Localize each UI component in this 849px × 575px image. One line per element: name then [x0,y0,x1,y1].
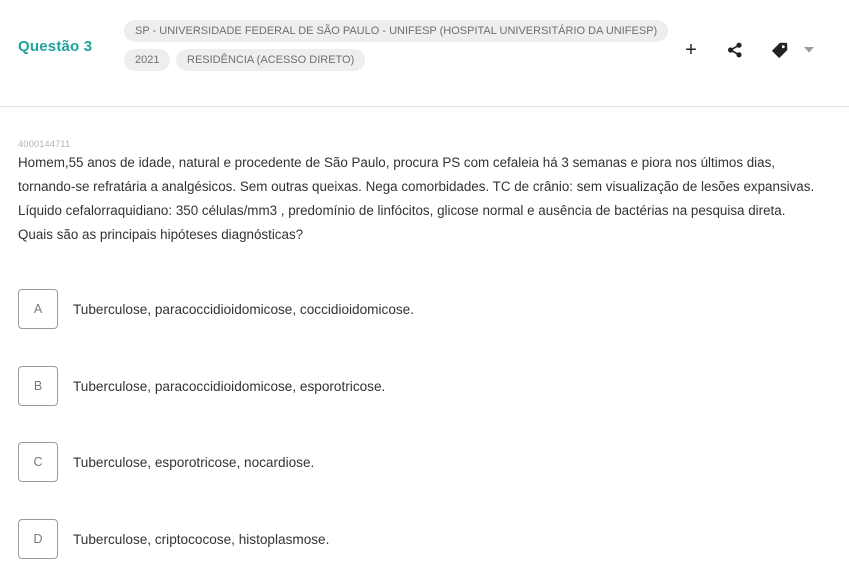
option-text: Tuberculose, criptococose, histoplasmose. [73,531,330,547]
chevron-down-icon [804,47,814,53]
option-letter-box[interactable]: D [18,519,58,559]
option-text: Tuberculose, paracoccidioidomicose, esporotricose. [73,378,386,394]
share-icon [727,42,743,58]
year-chip[interactable]: 2021 [124,49,170,71]
question-id: 4000144711 [18,139,71,150]
institution-chip[interactable]: SP - UNIVERSIDADE FEDERAL DE SÃO PAULO - UNIFESP (HOSPITAL UNIVERSITÁRIO DA UNIFESP) [124,20,668,42]
stem-line: Homem,55 anos de idade, natural e procedente de São Paulo, procura PS com cefaleia há 3 semanas e piora nos últimos dias, [18,155,776,170]
option-a[interactable] [18,289,818,329]
tag-dropdown-button[interactable] [797,38,821,62]
option-text: Tuberculose, esporotricose, nocardiose. [73,454,315,470]
question-number-title: Questão 3 [18,38,93,55]
stem-line: Líquido cefalorraquidiano: 350 células/mm3 , predomínio de linfócitos, glicose normal e ausência de bactérias na pesquisa direta. [18,203,786,218]
option-letter-box[interactable]: A [18,289,58,329]
option-d[interactable] [18,519,818,559]
question-header [0,0,849,107]
tag-button[interactable] [767,38,791,62]
share-button[interactable] [723,38,747,62]
tag-icon [771,42,788,59]
exam-type-chip[interactable]: RESIDÊNCIA (ACESSO DIRETO) [176,49,365,71]
plus-icon: + [685,39,697,61]
question-stem [18,151,833,247]
option-c[interactable] [18,442,818,482]
option-letter-box[interactable]: C [18,442,58,482]
add-button[interactable] [679,38,703,62]
option-b[interactable] [18,366,818,406]
header-actions [679,38,821,62]
stem-line: tornando-se refratária a analgésicos. Sem outras queixas. Nega comorbidades. TC de crânio: sem visualização de lesões expansivas. [18,179,815,194]
option-letter-box[interactable]: B [18,366,58,406]
stem-line: Quais são as principais hipóteses diagnósticas? [18,227,304,242]
option-text: Tuberculose, paracoccidioidomicose, coccidioidomicose. [73,301,415,317]
